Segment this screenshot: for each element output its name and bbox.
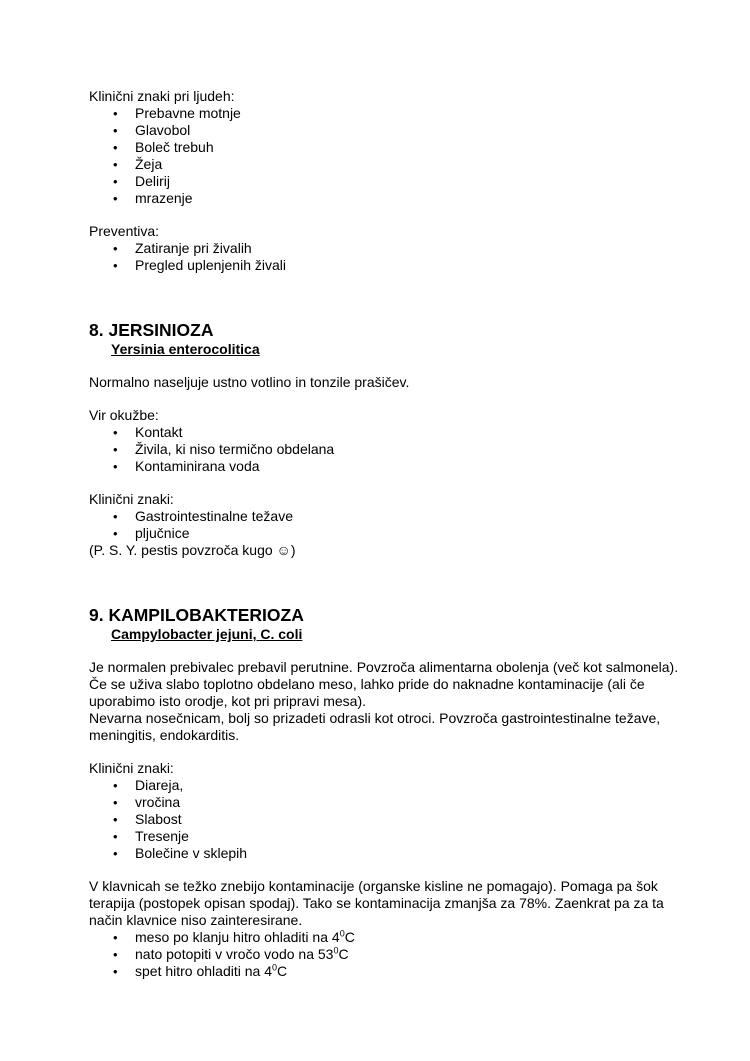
- list-item: • Tresenje: [89, 828, 689, 845]
- section-8-intro: Normalno naseljuje ustno votlino in tonzile prašičev.: [89, 374, 410, 390]
- prevent-list: [89, 240, 689, 274]
- list-item: • Boleč trebuh: [89, 139, 689, 156]
- document-page: [89, 88, 689, 980]
- list-item: • Kontakt: [89, 424, 689, 441]
- list-item: • mrazenje: [89, 190, 689, 207]
- list-item: • nato potopiti v vročo vodo na $53^0C$: [89, 946, 689, 963]
- section-8-title: 8. JERSINIOZA: [89, 320, 214, 340]
- list-item: • Diareja,: [89, 777, 689, 794]
- section-9-title: 9. KAMPILOBAKTERIOZA: [89, 605, 304, 625]
- clinical-label: Klinični znaki:: [89, 491, 174, 507]
- list-item: • pljučnice: [89, 525, 689, 542]
- list-item: • Glavobol: [89, 122, 689, 139]
- list-item: • spet hitro ohladiti na $4^0C$: [89, 963, 689, 980]
- section-8-subtitle: Yersinia enterocolitica: [111, 341, 260, 357]
- clinical-label: Klinični znaki pri ljudeh:: [89, 88, 235, 104]
- list-item: • Bolečine v sklepih: [89, 845, 689, 862]
- source-label: Vir okužbe:: [89, 407, 159, 423]
- clinical-list: [89, 105, 689, 207]
- section-9-para2: Nevarna nosečnicam, bolj so prizadeti odrasli kot otroci. Povzroča gastrointestinalne težave, meningitis, endokarditis.: [89, 710, 661, 743]
- list-item: • Kontaminirana voda: [89, 458, 689, 475]
- clinical-list: [89, 508, 689, 542]
- section-9-para1: Je normalen prebivalec prebavil perutnine. Povzroča alimentarna obolenja (več kot salmonela). Če se uživa slabo toplotno obdelano meso, lahko pride do naknadne kontaminacije (ali če uporabimo isto orodje, kot pri pripravi mesa).: [89, 659, 679, 709]
- list-item: • Slabost: [89, 811, 689, 828]
- list-item: • Prebavne motnje: [89, 105, 689, 122]
- list-item: • Živila, ki niso termično obdelana: [89, 441, 689, 458]
- prevent-label: Preventiva:: [89, 223, 160, 239]
- steps-list: [89, 929, 689, 980]
- list-item: • Zatiranje pri živalih: [89, 240, 689, 257]
- list-item: • meso po klanju hitro ohladiti na $4^0C$: [89, 929, 689, 946]
- section-8-note: (P. S. Y. pestis povzroča kugo ☺): [89, 542, 296, 558]
- section-9-subtitle: Campylobacter jejuni, C. coli: [111, 626, 303, 642]
- source-list: [89, 424, 689, 475]
- list-item: • Delirij: [89, 173, 689, 190]
- section-9-para3: V klavnicah se težko znebijo kontaminacije (organske kisline ne pomagajo). Pomaga pa šok terapija (postopek opisan spodaj). Tako se kontaminacija zmanjša za 78%. Zaenkrat pa za ta način klavnice niso zainteresirane.: [89, 878, 664, 928]
- clinical-list: [89, 777, 689, 862]
- clinical-label: Klinični znaki:: [89, 760, 174, 776]
- list-item: • Gastrointestinalne težave: [89, 508, 689, 525]
- list-item: • Pregled uplenjenih živali: [89, 257, 689, 274]
- list-item: • vročina: [89, 794, 689, 811]
- list-item: • Žeja: [89, 156, 689, 173]
